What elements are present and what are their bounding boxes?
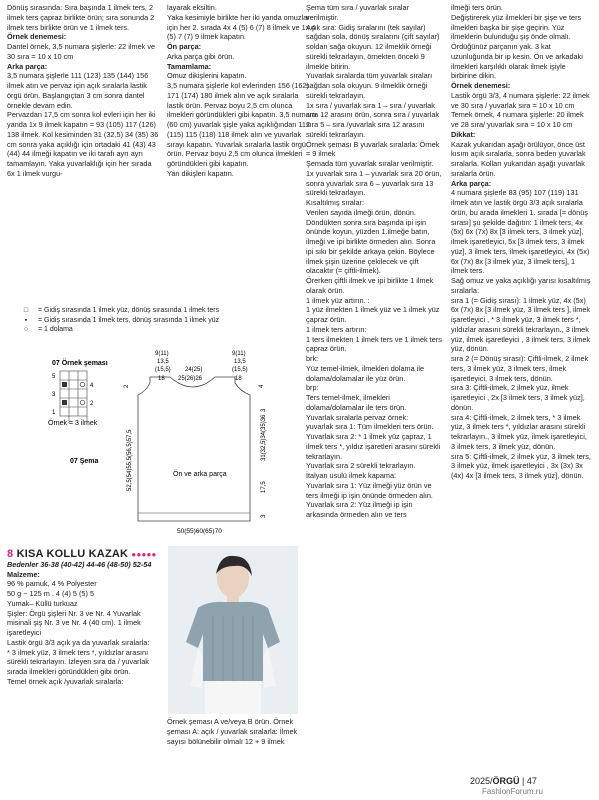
dim-total-length: 52,5(54)55,5(56,5)57,5	[127, 429, 133, 491]
paragraph: layarak eksiltin.	[167, 3, 217, 12]
stitch-legend	[20, 306, 219, 335]
project-number: 8	[7, 548, 14, 560]
paragraph: sıra 2 (= Dönüş sırası): Çiftli-ilmek, 2 ilmek ters, 3 ilmek yüz, 3 ilmek ters, ilmek işaretleyici, 3 ilmek ters, dönün.	[451, 354, 589, 383]
legend-symbol: ▪	[24, 316, 28, 324]
schema-piece-label: Ön ve arka parça	[173, 471, 227, 478]
row-label-4: 4	[90, 383, 94, 389]
paragraph: Şemada tüm yuvarlak sıralar verilmiştir. 1x yuvarlak sıra 1 – yuvarlak sıra 20 örün, sonra yuvarlak sıra 6 – yuvarlak sıra 13 sürekli tekrarlayın.	[306, 159, 442, 198]
project-intro	[7, 550, 160, 687]
paragraph: Lastik örgü 3/3 açık ya da yuvarlak sıralarla:	[7, 637, 150, 647]
paragraph: 96 % pamuk, 4 % Polyester	[7, 579, 97, 589]
paragraph: Dönüş sırasında: Sıra başında 1 ilmek ters, 2 ilmek ters çapraz birlikte örün; sıra sonunda 2 ilmek ters birlikte örün ve 1 ilmek ters.	[7, 3, 155, 32]
paragraph: Yuvarlak sıra 2: Yüz ilmeği ip işin arkasında örmeden alın ve ters	[306, 500, 413, 519]
project-title	[7, 550, 160, 560]
heading-front-piece: Ön parça:	[167, 42, 202, 51]
paragraph: * 3 ilmek yüz, 3 ilmek ters *, yıldızlar arasını sürekli tekrarlayın. İzleyen sıra da / yuvarlak sırada ilmekleri göründükleri gibi örün.	[7, 647, 149, 676]
paragraph: sıra 3: Çiftli-ilmek, 2 ilmek yüz, ilmek işaretleyici , 2x [3 ilmek ters, 3 ilmek yüz], dönün.	[451, 383, 585, 412]
pattern-diagrams	[0, 343, 300, 543]
paragraph: Temel örnek açık /yuvarlak sıralarla:	[7, 676, 124, 686]
paragraph: Örerken çiftli ilmek ve ipi birlikte 1 ilmek olarak örün.	[306, 276, 434, 295]
legend-text: = Gidiş sırasında 1 ilmek yüz, dönüş sırasında 1 ilmek ters	[38, 307, 220, 314]
stitch-chart-title: 07 Örnek şeması	[52, 360, 108, 367]
footer-brand: ÖRGÜ	[492, 776, 520, 786]
page-number: 47	[526, 776, 537, 786]
paragraph: Ördüğünüz parçanın yak. 3 kat uzunluğunda bir ip kesin. Ön ve arkadaki ilmekleri karşılıklı olarak ilmek işiyle birbirine dikin.	[451, 42, 583, 81]
paragraph: 3,5 numara şişlerle 111 (123) 135 (144) 156 ilmek atın ve pervaz için açık sıralarla lastik örgü örün. Başlangıçtan 3 cm sonra dantel örnekle devam edin.	[7, 71, 149, 110]
difficulty-dots: ●●●●●	[131, 550, 157, 559]
dim-shoulder-left: 9(11)	[155, 351, 169, 357]
dim-shoulder-right: 18	[235, 376, 242, 382]
legend-row	[20, 316, 219, 326]
paragraph: Arka parça gibi örün.	[167, 51, 235, 61]
paragraph: sıra 1 (= Gidiş sırası): 1 ilmek yüz, 4x (5x) 6x (7x) 8x [3 ilmek yüz, 3 ilmek ters ], ilmek işaretleyici , * 3 ilmek yüz, 3 ilmek ters *, yıldızlar arasını sürekli tekrarlayın., 3 ilmek yüz, ilmek işaretleyici , 3 ilmek ters, 3 ilmek yüz, dönün.	[451, 295, 591, 354]
column-1	[7, 3, 160, 179]
page-footer	[470, 776, 537, 786]
dim-neck-depth: 3	[261, 408, 267, 412]
paragraph: 1 ilmek yüz artırın. :	[306, 295, 370, 305]
paragraph: 50 g ~ 125 m . 4 (4) 5 (5) 5	[7, 589, 94, 598]
photo-caption: Örnek şeması A ve/veya B örün. Örnek şeması A: açık / yuvarlak sıralarla: İlmek sayısı bölünebilir olmalı 12 + 9 ilmek	[167, 717, 298, 746]
paragraph: Temek örnek, 4 numara şişlerle: 20 ilmek ve 28 sıra/ yuvarlak sıra = 10 x 10 cm	[451, 110, 584, 129]
paragraph: Lastik örgü 3/3, 4 numara şişlerle: 22 ilmek ve 30 sıra / yuvarlak sıra = 10 x 10 cm	[451, 90, 590, 110]
sizes: Bedenler 36-38 (40-42) 44-46 (48-50) 52-54	[7, 559, 152, 569]
dim-right-top: 4	[259, 384, 265, 388]
dim-hem: 3	[261, 514, 267, 518]
paragraph: Yuvarlak sıra 2 sürekli tekrarlayın.	[306, 461, 416, 471]
column-4	[451, 3, 592, 481]
legend-text: = Gidiş sırasında 1 ilmek ters, dönüş sırasında 1 ilmek yüz	[38, 316, 220, 324]
schema-title: 07 Şema	[70, 458, 99, 465]
paragraph: Omuz dikişlerini kapatın.	[167, 71, 247, 81]
stitch-chart-grid	[60, 371, 87, 416]
dim-neck-width: 25(26)26	[178, 376, 203, 382]
paragraph: 4 numara şişlerle 83 (95) 107 (119) 131 ilmek atın ve lastik örgü 3/3 açık sıralarla örün, bu arada ilmekleri 1. sırada [= dönüş sırası] şu şekilde dağıtın: 1 ilmek ters, 4x (5x) 6x (7x) 8x [3 ilmek ters, 3 ilmek yüz], ilmek işaretleyici, 5x [3 ilmek ters, 3 ilmek yüz], 3 ilmek ters, ilmek işaretleyici, 4x (5x) 6x (7x) 8x [3 ilmek yüz, 3 ilmek ters], 1 ilmek ters.	[451, 188, 590, 276]
garment-outline	[138, 377, 250, 521]
legend-row	[20, 325, 219, 335]
paragraph: Yumak– Küllü turkuaz	[7, 598, 78, 608]
legend-row	[20, 306, 219, 316]
paragraph: Şema tüm sıra / yuvarlak sıralar verilmiştir.	[306, 3, 409, 22]
dim-shoulder-left: (15,5)	[155, 367, 171, 373]
paragraph: Verilen sayıda ilmeği örün, dönün. Döndükten sonra sıra başında ipi işin önünde koyun, yüzden 1.ilmeğe batın, ilmeği ve ipi birlikte örmeden alın. Sonra ipi sıkı bir şekilde arkaya çekin. Böylece ilmek şişin üzerine çekilecek ve çift olacaktır (= çiftli-ilmek).	[306, 207, 436, 276]
paragraph: sıra 4: Çiftli-ilmek, 2 ilmek ters, * 3 ilmek yüz, 3 ilmek ters *, yıldızlar arasını sürekli tekrarlayın., 3 ilmek yüz, ilmek işaretleyici, 3 ilmek ters, 3 ilmek yüz, dönün.	[451, 412, 587, 451]
paragraph: Ters temel-ilmek, ilmekleri dolama/dolamalar ile ters örün.	[306, 393, 407, 412]
dim-armhole: 31(32,5)34(35)36	[261, 414, 267, 461]
sweater-illustration	[168, 546, 298, 714]
paragraph: brk:	[306, 354, 319, 363]
row-label-3: 3	[52, 392, 56, 398]
paragraph: 1x sıra / yuvarlak sıra 1 – sıra / yuvarlak sıra 12 arasını örün, sonra sıra / yuvarlak sıra 5 – sıra /yuvarlak sıra 12 arasını sürekli tekrarlayın.	[306, 100, 440, 139]
paragraph: Kısaltılmış sıralar:	[306, 198, 364, 207]
paragraph: 1 yüz ilmekten 1 ilmek yüz ve 1 ilmek yüz çapraz örün.	[306, 305, 440, 324]
paragraph: Pervazdan 17,5 cm sonra kol evleri için her iki yanda 1x 9 ilmek kapatın = 93 (105) 117 (126) 138 ilmek. Kol kesiminden 31 (32,5) 34 (35) 36 cm sonra yaka açıklığı için ortadaki 41 (43) 43 (44) 44 ilmeği kapatın ve iki tarafı ayrı ayrı tamamlayın. Yaka yuvarlaklığı için her sırada 6x 1 ilmek vurgu-	[7, 110, 159, 178]
paragraph: Açık sıra: Gidiş sıralarını (tek sayılar) sağdan sola, dönüş sıralarını (çift sayılar) soldan sağa okuyun. 12 ilmeklik örneği sürekli tekrarlayın, örnekten önceki 9 ilmekle bitirin.	[306, 22, 440, 71]
paragraph: İtalyan usulü ilmek kapama:	[306, 471, 397, 480]
paragraph: Yuvarlak sıralarda tüm yuvarlak sıraları sağdan sola okuyun. 9 ilmeklik örneği sürekli tekrarlayın.	[306, 71, 433, 100]
project-name: KISA KOLLU KAZAK	[16, 548, 129, 560]
paragraph: ilmeği ters örün.	[451, 3, 503, 12]
row-label-1: 1	[52, 410, 56, 416]
paragraph: Yaka kesimiyle birlikte her iki yanda omuzlar için her 2. sırada 4x 4 (5) 6 (7) 8 ilmek ve 1x 4 (5) 7 (7) 9 ilmek kapatın.	[167, 12, 316, 42]
dim-shoulder-right: 9(11)	[232, 351, 246, 357]
paragraph: 1 ters ilmekten 1 ilmek ters ve 1 ilmek ters çapraz örün.	[306, 334, 442, 354]
footer-year: 2025/	[470, 776, 493, 786]
pattern-repeat-label: Örnek = 3 ilmek	[48, 420, 98, 427]
heading-back-piece: Arka parça:	[7, 61, 48, 71]
dim-width: 50(55)60(65)70	[177, 528, 222, 535]
paragraph: yuvarlak sıra 1: Tüm ilmekleri ters örün.	[306, 422, 434, 432]
heading-sample-test: Örnek denemesi:	[7, 32, 67, 42]
legend-symbol: ○	[23, 326, 29, 333]
legend-symbol: □	[23, 307, 29, 314]
paragraph: 1 ilmek ters artırın:	[306, 324, 367, 334]
paragraph: Kazak yukarıdan aşağı örülüyor, önce üst kısım açık sıralarla, sonra beden yuvarlak sıralarla. Kolları yukarıdan aşağı yuvarlak sıralarla örün.	[451, 139, 586, 178]
paragraph: Şişler: Örgü şişleri Nr. 3 ve Nr. 4 Yuvarlak misinali şiş Nr. 3 ve Nr. 4 (40 cm). 1 ilmek işaretleyici	[7, 608, 141, 637]
model-photo	[168, 546, 298, 714]
legend-text: = 1 dolama	[38, 326, 73, 333]
column-2	[167, 3, 317, 179]
paragraph: Değiştirerek yüz ilmekleri bir şişe ve ters ilmekleri başka bir şişe geçirin. Yüz ilmeklerin bulunduğu şiş önde olmalı.	[451, 12, 582, 42]
paragraph: Dantel örnek, 3,5 numara şişlerle: 22 ilmek ve 30 sıra = 10 x 10 cm	[7, 42, 156, 61]
heading-finishing: Tamamlama:	[167, 61, 212, 71]
heading-back-piece: Arka parça:	[451, 178, 492, 188]
paragraph: Yuvarlak sıra 2: * 1 ilmek yüz çapraz, 1 ilmek ters *, yıldız işaretleri arasını sürekli tekrarlayın.	[306, 432, 441, 461]
row-label-5: 5	[52, 374, 56, 380]
dim-shoulder-right: 13,5	[234, 359, 246, 365]
paragraph: Sağ omuz ve yaka açıklığı yarısı kısaltılmış sıralarla:	[451, 276, 591, 295]
paragraph: sıra 5: Çiftli-ilmek, 2 ilmek yüz, 3 ilmek ters, 3 ilmek yüz, ilmek işaretleyici , 3x (3x) 3x (4x) 4x [3 ilmek ters, 3 ilmek yüz], dönün.	[451, 451, 591, 480]
row-label-2: 2	[90, 401, 94, 407]
dim-body-length: 17,5	[261, 481, 267, 493]
dim-neck-width: 24(25)	[185, 367, 203, 373]
heading-sample-test: Örnek denemesi:	[451, 81, 511, 90]
footer-separator: |	[519, 776, 527, 786]
paragraph: Örnek şeması B yuvarlak sıralarla: Örnek = 9 ilmek	[306, 139, 440, 159]
dim-shoulder-left: 13,5	[157, 359, 169, 365]
paragraph: Yan dikişleri kapatın.	[167, 168, 234, 178]
paragraph: brp:	[306, 383, 319, 393]
column-3	[306, 3, 443, 520]
watermark: FashionForum.ru	[482, 787, 543, 796]
dim-shoulder-left: 18	[158, 376, 165, 382]
heading-attention: Dikkat:	[451, 129, 476, 139]
dim-shoulder-right: (15,5)	[232, 367, 248, 373]
dim-left-top: 2	[124, 384, 130, 388]
paragraph: 3,5 numara şişlerle kol evlerinden 156 (162) 171 (174) 180 ilmek alın ve açık sıralarla lastik örün. Pervaz boyu 2,5 cm olunca ilmekleri göründükleri gibi kapatın. 3,5 numara (60 cm) yuvarlak şişle yaka açıklığından 112 (115) 115 (118) 118 ilmek alın ve yuvarlak sırayı kapatın. Yuvarlak sıralarla lastik örgü örün. Pervaz boyu 2,5 cm olunca ilmekleri göründükleri gibi kapatın.	[167, 81, 317, 168]
paragraph: Yuvarlak sıra 1: Yüz ilmeği yüz örün ve ters ilmeği ip işin önünde örmeden alın.	[306, 480, 433, 500]
heading-materials: Malzeme:	[7, 569, 40, 579]
paragraph: Yüz temel-ilmek, ilmekleri dolama ile dolama/dolamalar ile yüz örün.	[306, 363, 425, 383]
paragraph: Yuvarlak sıralarla pervaz örnek:	[306, 412, 409, 422]
